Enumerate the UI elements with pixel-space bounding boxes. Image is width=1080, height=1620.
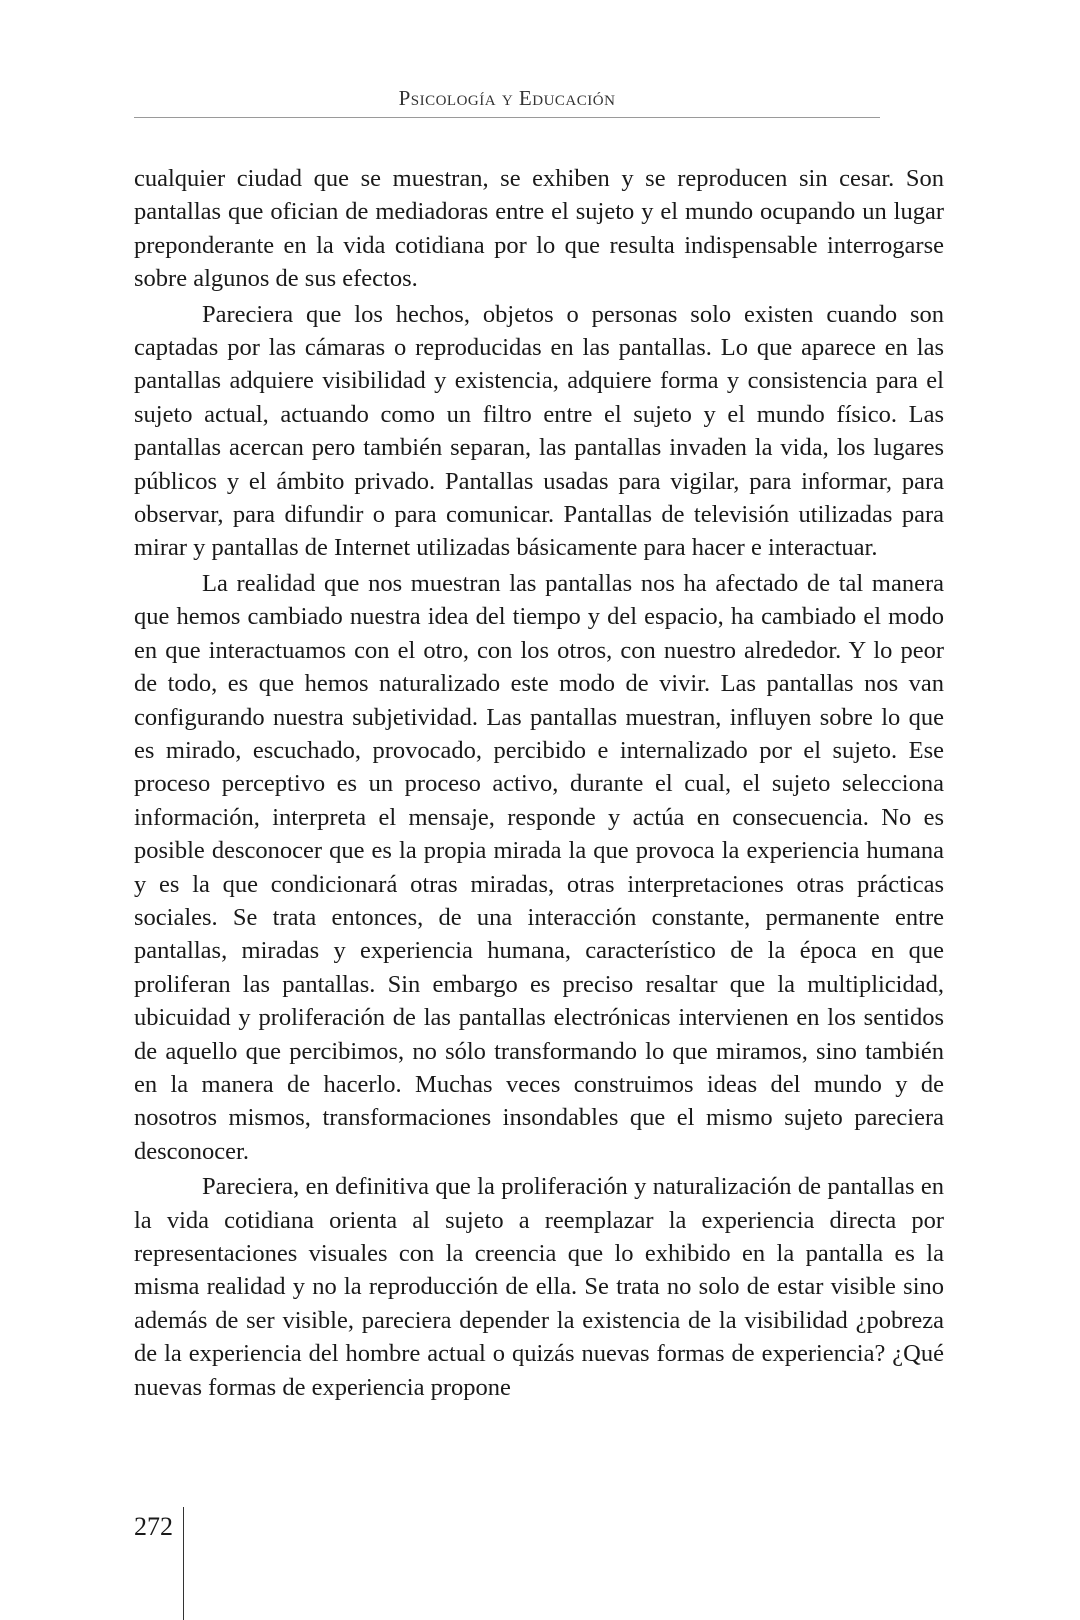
footer-vertical-rule — [183, 1507, 184, 1620]
body-text — [134, 162, 944, 1406]
paragraph: La realidad que nos muestran las pantallas nos ha afectado de tal manera que hemos cambiado nuestra idea del tiempo y del espacio, ha cambiado el modo en que interactuamos con el otro, con los otros, con nuestro alrededor. Y lo peor de todo, es que hemos naturalizado este modo de vivir. Las pantallas nos van configurando nuestra subjetividad. Las pantallas muestran, influyen sobre lo que es mirado, escuchado, provocado, percibido e internalizado por el sujeto. Ese proceso perceptivo es un proceso activo, durante el cual, el sujeto selecciona información, interpreta el mensaje, responde y actúa en consecuencia. No es posible desconocer que es la propia mirada la que provoca la experiencia humana y es la que condicionará otras miradas, otras interpretaciones otras prácticas sociales. Se trata entonces, de una interacción constante, permanente entre pantallas, miradas y experiencia humana, característico de la época en que proliferan las pantallas. Sin embargo es preciso resaltar que la multiplicidad, ubicuidad y proliferación de las pantallas electrónicas intervienen en los sentidos de aquello que percibimos, no sólo transformando lo que miramos, sino también en la manera de hacerlo. Muchas veces construimos ideas del mundo y de nosotros mismos, transformaciones insondables que el mismo sujeto pareciera desconocer. — [134, 569, 944, 1165]
running-head-title: Psicología y Educación — [398, 86, 616, 110]
page-number: 272 — [134, 1512, 173, 1541]
header-divider — [134, 117, 880, 118]
paragraph: Pareciera que los hechos, objetos o personas solo existen cuando son captadas por las cámaras o reproducidas en las pantallas. Lo que aparece en las pantallas adquiere visibilidad y existencia, adquiere forma y consistencia para el sujeto actual, actuando como un filtro entre el sujeto y el mundo físico. Las pantallas acercan pero también separan, las pantallas invaden la vida, los lugares públicos y el ámbito privado. Pantallas usadas para vigilar, para informar, para observar, para difundir o para comunicar. Pantallas de televisión utilizadas para mirar y pantallas de Internet utilizadas básicamente para hacer e interactuar. — [134, 300, 944, 562]
paragraph: Pareciera, en definitiva que la proliferación y naturalización de pantallas en la vida cotidiana orienta al sujeto a reemplazar la experiencia directa por representaciones visuales con la creencia que lo exhibido en la pantalla es la misma realidad y no la reproducción de ella. Se trata no solo de estar visible sino además de ser visible, pareciera depender la existencia de la visibilidad ¿pobreza de la experiencia del hombre actual o quizás nuevas formas de experiencia? ¿Qué nuevas formas de experiencia propone — [134, 1173, 944, 1401]
paragraph-continued: cualquier ciudad que se muestran, se exhiben y se reproducen sin cesar. Son pantallas que ofician de mediadoras entre el sujeto y el mundo ocupando un lugar preponderante en la vida cotidiana por lo que resulta indispensable interrogarse sobre algunos de sus efectos. — [134, 165, 944, 293]
